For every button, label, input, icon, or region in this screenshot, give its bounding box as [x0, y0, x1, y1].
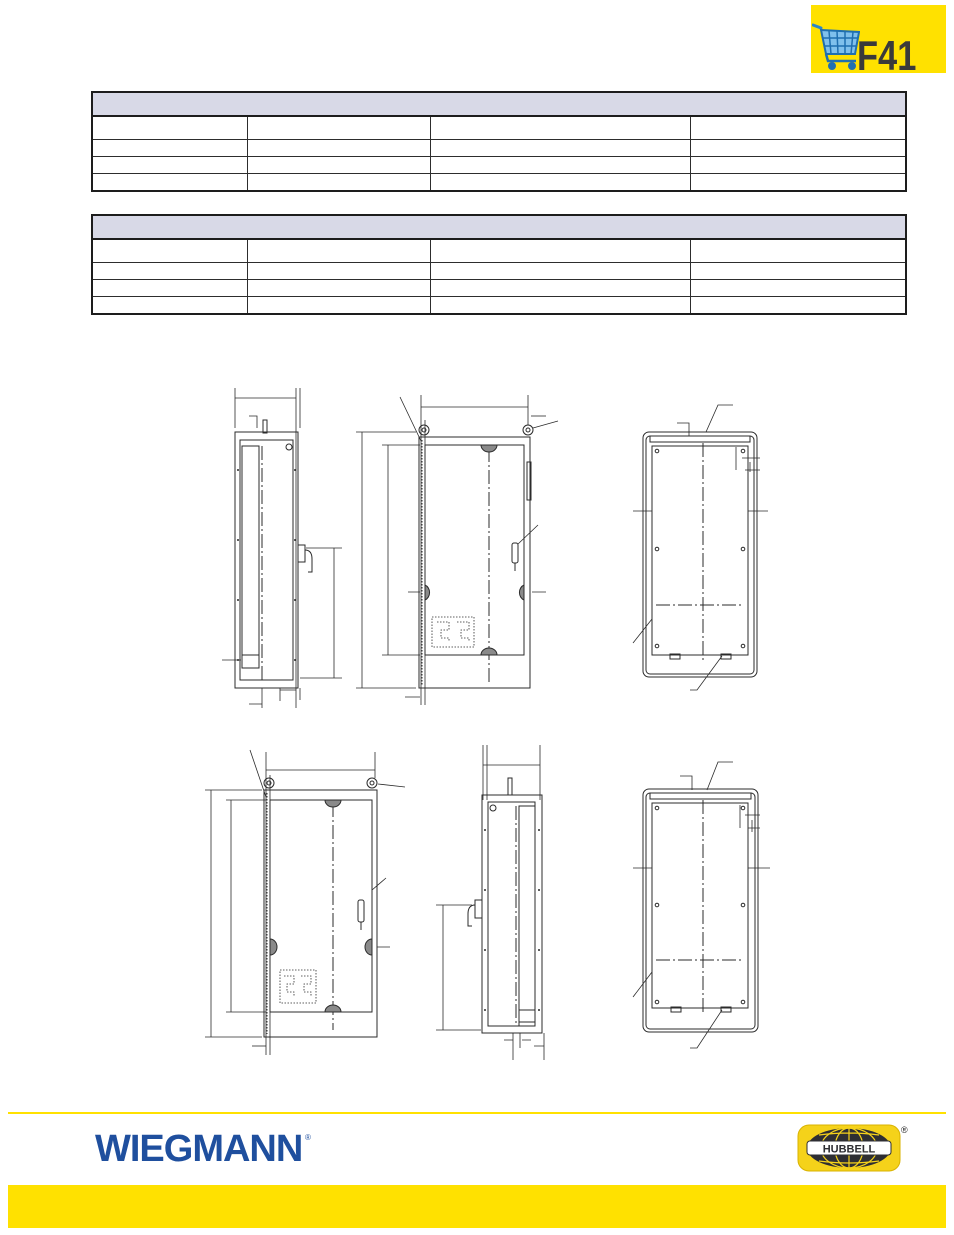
- door-handle: [358, 900, 364, 930]
- side-view-drawing-bottom: [436, 745, 544, 1060]
- door-handle: [468, 900, 482, 926]
- registered-mark: ®: [305, 1133, 311, 1142]
- table-row: [92, 263, 906, 280]
- table-cell: [690, 174, 906, 192]
- table-cell: [247, 174, 430, 192]
- door-handle: [298, 545, 312, 572]
- table-row: [92, 140, 906, 157]
- hubbell-wordmark: HUBBELL: [822, 1143, 876, 1156]
- table-header-row: [92, 116, 906, 140]
- dimension-lines: [633, 762, 770, 1048]
- table-row: [92, 297, 906, 315]
- door-stops: [270, 800, 372, 1012]
- table-cell: [430, 263, 690, 280]
- column-header: [92, 116, 247, 140]
- back-panel-drawing-bottom: [633, 762, 770, 1048]
- mounting-holes: [655, 449, 745, 648]
- table-cell: [92, 157, 247, 174]
- panel-outline: [643, 432, 757, 677]
- latch: [263, 420, 267, 433]
- wiegmann-logo: WIEGMANN: [95, 1128, 303, 1170]
- table-title: [92, 92, 906, 116]
- table-cell: [690, 263, 906, 280]
- table-header-row: [92, 239, 906, 263]
- column-header: [690, 239, 906, 263]
- table-row: [92, 174, 906, 192]
- enclosure-outline: [235, 432, 298, 688]
- table-title-row: [92, 215, 906, 239]
- column-header: [247, 116, 430, 140]
- table-cell: [92, 280, 247, 297]
- table-cell: [247, 297, 430, 315]
- table-cell: [92, 263, 247, 280]
- table-cell: [92, 297, 247, 315]
- table-cell: [430, 140, 690, 157]
- table-row: [92, 157, 906, 174]
- column-header: [92, 239, 247, 263]
- table-cell: [430, 157, 690, 174]
- hinge-bolts: [419, 425, 533, 435]
- door-outline: [264, 790, 377, 1037]
- table-cell: [430, 174, 690, 192]
- dimension-lines: [436, 745, 544, 1060]
- registered-mark: ®: [901, 1125, 908, 1135]
- table-title: [92, 215, 906, 239]
- back-panel-drawing-top: [633, 405, 768, 690]
- logo-plate: [432, 617, 474, 647]
- table-cell: [430, 280, 690, 297]
- dimension-lines: [205, 750, 405, 1055]
- column-header: [430, 116, 690, 140]
- table-cell: [690, 280, 906, 297]
- hubbell-logo: [797, 1124, 901, 1172]
- door-handle: [512, 543, 518, 571]
- side-view-drawing-top: [222, 388, 342, 708]
- table-title-row: [92, 92, 906, 116]
- front-view-drawing-top: [356, 395, 558, 705]
- dimension-lines: [356, 395, 558, 705]
- table-cell: [92, 174, 247, 192]
- table-cell: [247, 157, 430, 174]
- table-cell: [247, 280, 430, 297]
- catalog-code: F41: [857, 32, 917, 79]
- table-cell: [430, 297, 690, 315]
- mounting-holes: [237, 469, 296, 661]
- column-header: [247, 239, 430, 263]
- mounting-holes: [655, 806, 745, 1004]
- spec-table-1: [91, 91, 907, 192]
- enclosure-outline: [482, 795, 542, 1033]
- enclosure-drawings: [0, 380, 954, 1080]
- catalog-badge: [811, 5, 946, 79]
- column-header: [690, 116, 906, 140]
- column-header: [430, 239, 690, 263]
- table-cell: [690, 157, 906, 174]
- spec-table-2: [91, 214, 907, 315]
- table-row: [92, 280, 906, 297]
- table-cell: [690, 297, 906, 315]
- door-stops: [425, 445, 524, 655]
- front-view-drawing-bottom: [205, 750, 405, 1055]
- table-cell: [690, 140, 906, 157]
- footer-divider: [8, 1112, 946, 1114]
- mounting-holes: [484, 829, 540, 1011]
- hinge-bolts: [264, 778, 377, 788]
- footer-bar: [8, 1185, 946, 1228]
- latch: [508, 778, 512, 795]
- table-cell: [247, 263, 430, 280]
- table-cell: [92, 140, 247, 157]
- shopping-cart-icon: [812, 17, 860, 73]
- table-cell: [247, 140, 430, 157]
- logo-plate: [280, 970, 316, 1003]
- panel-outline: [643, 789, 758, 1032]
